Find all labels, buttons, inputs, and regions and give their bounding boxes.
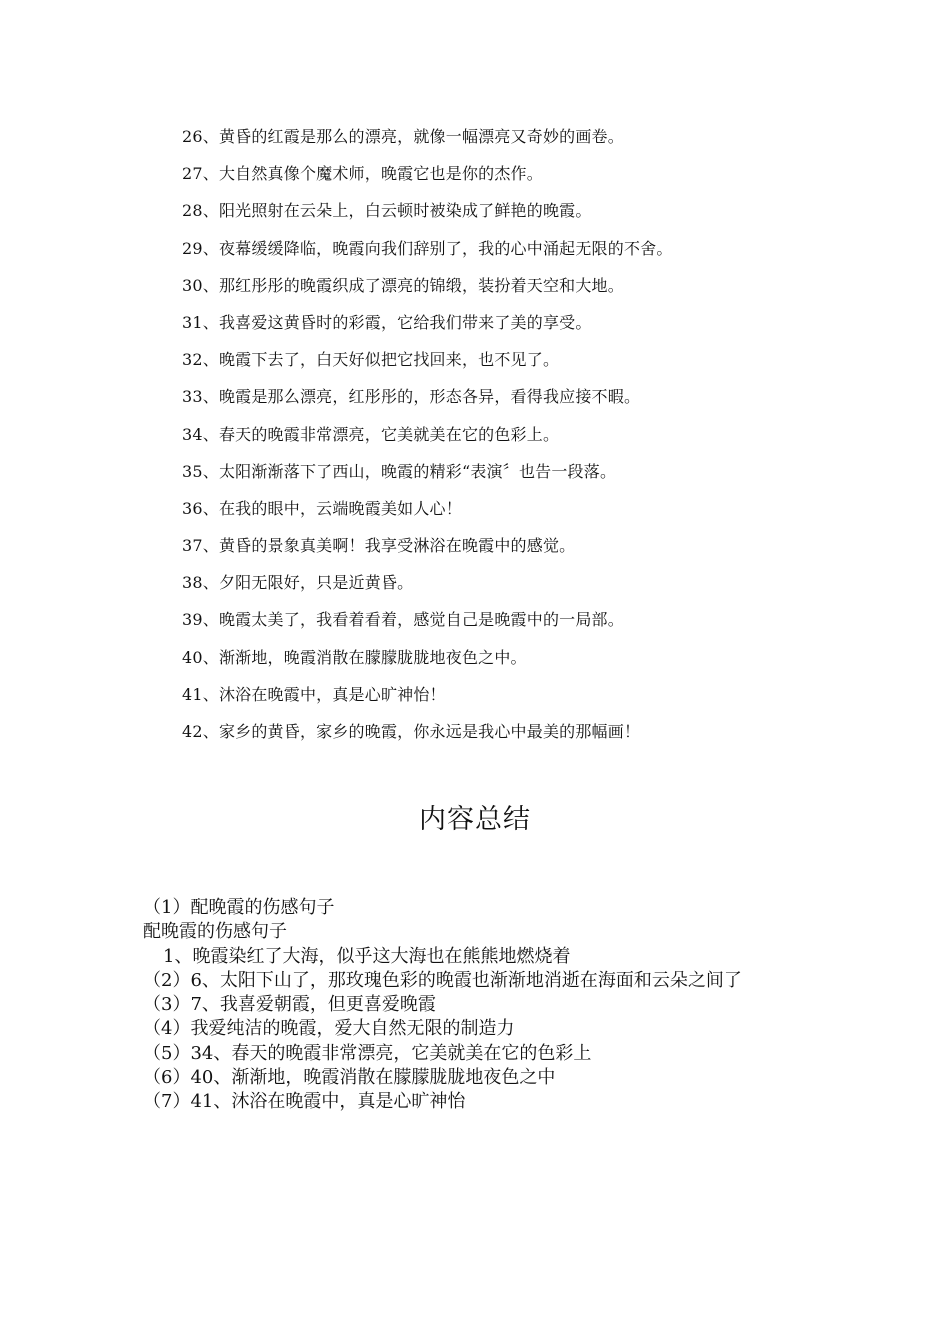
list-item: 41、沐浴在晚霞中，真是心旷神怡！ xyxy=(182,684,446,704)
list-item: 27、大自然真像个魔术师，晚霞它也是你的杰作。 xyxy=(182,164,543,184)
list-item: 33、晚霞是那么漂亮，红彤彤的，形态各异，看得我应接不暇。 xyxy=(182,387,641,407)
list-item: 36、在我的眼中，云端晚霞美如人心！ xyxy=(182,498,462,518)
summary-item: （3）7、我喜爱朝霞，但更喜爱晚霞 xyxy=(143,994,436,1016)
list-item: 39、晚霞太美了，我看着看着，感觉自己是晚霞中的一局部。 xyxy=(182,610,624,630)
summary-item: （1）配晚霞的伤感句子 xyxy=(143,897,335,918)
summary-item: （2）6、太阳下山了，那玫瑰色彩的晚霞也渐渐地消逝在海面和云朵之间了 xyxy=(143,969,742,991)
list-item: 37、黄昏的景象真美啊！我享受淋浴在晚霞中的感觉。 xyxy=(182,536,576,556)
list-item: 34、春天的晚霞非常漂亮，它美就美在它的色彩上。 xyxy=(182,424,560,444)
list-item: 40、渐渐地，晚霞消散在朦朦胧胧地夜色之中。 xyxy=(182,647,527,667)
list-item: 38、夕阳无限好，只是近黄昏。 xyxy=(182,573,414,593)
sentence-list xyxy=(182,123,882,755)
summary-item: （7）41、沐浴在晚霞中，真是心旷神怡 xyxy=(143,1091,466,1113)
list-item: 28、阳光照射在云朵上，白云顿时被染成了鲜艳的晚霞。 xyxy=(182,201,592,221)
summary-block xyxy=(143,896,803,1115)
list-item: 29、夜幕缓缓降临，晚霞向我们辞别了，我的心中涌起无限的不舍。 xyxy=(182,238,673,258)
list-item: 31、我喜爱这黄昏时的彩霞，它给我们带来了美的享受。 xyxy=(182,312,592,332)
list-item: 26、黄昏的红霞是那么的漂亮，就像一幅漂亮又奇妙的画卷。 xyxy=(182,127,624,146)
list-item: 32、晚霞下去了，白天好似把它找回来，也不见了。 xyxy=(182,350,560,370)
summary-item: 1、晚霞染红了大海，似乎这大海也在熊熊地燃烧着 xyxy=(163,945,571,967)
list-item: 30、那红彤彤的晚霞织成了漂亮的锦缎，装扮着天空和大地。 xyxy=(182,275,624,295)
summary-title: 内容总结 xyxy=(419,804,531,835)
summary-item: （5）34、春天的晚霞非常漂亮，它美就美在它的色彩上 xyxy=(143,1042,592,1064)
summary-subheading: 配晚霞的伤感句子 xyxy=(143,921,287,943)
list-item: 35、太阳渐渐落下了西山，晚霞的精彩“表演〞也告一段落。 xyxy=(182,461,617,481)
summary-item: （4）我爱纯洁的晚霞，爱大自然无限的制造力 xyxy=(143,1018,515,1040)
list-item: 42、家乡的黄昏，家乡的晚霞，你永远是我心中最美的那幅画！ xyxy=(182,722,641,741)
summary-item: （6）40、渐渐地，晚霞消散在朦朦胧胧地夜色之中 xyxy=(143,1067,556,1089)
